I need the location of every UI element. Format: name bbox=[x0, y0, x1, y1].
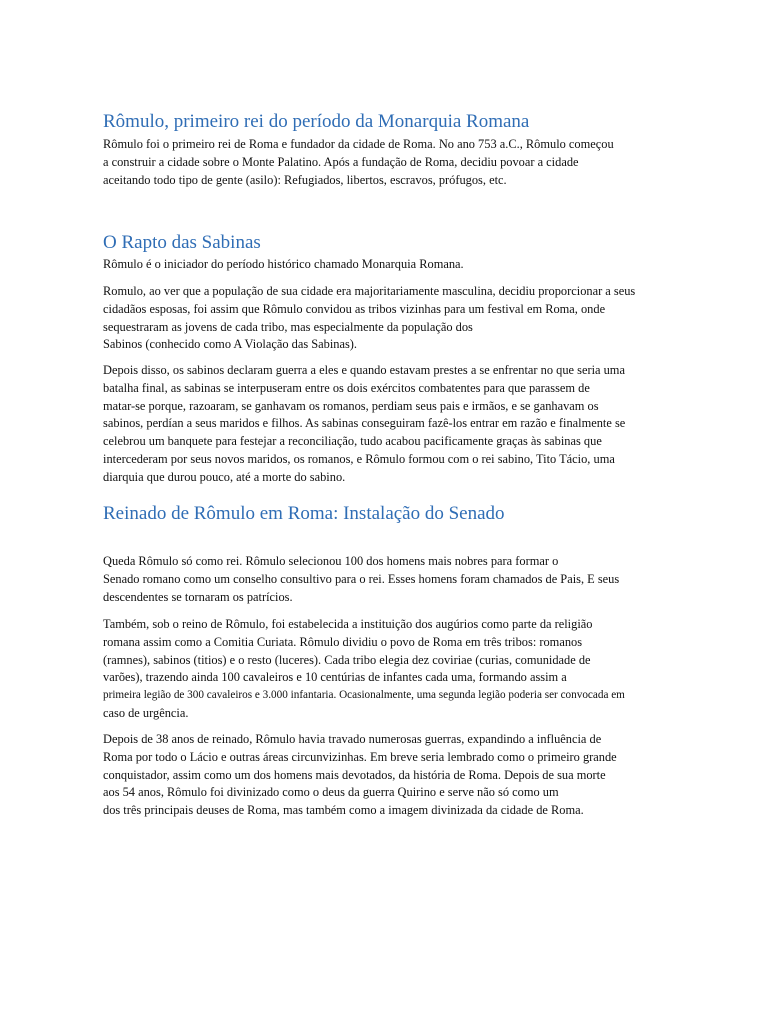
text-line: Roma por todo o Lácio e outras áreas circunvizinhas. Em breve seria lembrado como o primeiro grande bbox=[103, 749, 617, 764]
text-line: dos três principais deuses de Roma, mas também como a imagem divinizada da cidade de Roma. bbox=[103, 803, 584, 818]
text-line: a construir a cidade sobre o Monte Palatino. Após a fundação de Roma, decidiu povoar a cidade bbox=[103, 154, 579, 169]
text-line: diarquia que durou pouco, até a morte do sabino. bbox=[103, 469, 346, 484]
paragraph bbox=[103, 256, 703, 274]
text-line: descendentes se tornaram os patrícios. bbox=[103, 589, 293, 604]
heading-reinado-instalacao-senado: Reinado de Rômulo em Roma: Instalação do Senado bbox=[103, 503, 505, 524]
paragraph bbox=[103, 362, 703, 487]
text-line: varões), trazendo ainda 100 cavaleiros e 10 centúrias de infantes cada uma, formando assim a bbox=[103, 670, 567, 685]
paragraph bbox=[103, 731, 703, 820]
heading-romulo-primeiro-rei: Rômulo, primeiro rei do período da Monarquia Romana bbox=[103, 111, 530, 132]
text-line: aceitando todo tipo de gente (asilo): Refugiados, libertos, escravos, prófugos, etc. bbox=[103, 172, 507, 187]
text-line: caso de urgência. bbox=[103, 705, 189, 720]
text-line: Queda Rômulo só como rei. Rômulo selecionou 100 dos homens mais nobres para formar o bbox=[103, 554, 559, 568]
text-line: matar-se porque, razoaram, se ganhavam os romanos, perdiam seus pais e irmãos, e se ganhavam os bbox=[103, 398, 599, 413]
text-line: Sabinos (conhecido como A Violação das Sabinas). bbox=[103, 337, 358, 352]
text-line: romana assim como a Comitia Curiata. Rômulo dividiu o povo de Roma em três tribos: romanos bbox=[103, 634, 583, 649]
text-line: celebrou um banquete para festejar a reconciliação, tudo acabou pacificamente graças às sabinas que bbox=[103, 434, 602, 449]
text-line: sabinos, perdían a seus maridos e filhos. As sabinas conseguiram fazê-los entrar em razão e finalmente se bbox=[103, 416, 626, 431]
text-line: Rômulo foi o primeiro rei de Roma e fundador da cidade de Roma. No ano 753 a.C., Rômulo começou bbox=[103, 137, 614, 151]
text-line: batalha final, as sabinas se interpuseram entre os dois exércitos combatentes para que parassem de bbox=[103, 380, 590, 395]
text-line: (ramnes), sabinos (titios) e o resto (luceres). Cada tribo elegia dez coviriae (curias, comunidade de bbox=[103, 652, 591, 667]
text-line: Romulo, ao ver que a população de sua cidade era majoritariamente masculina, decidiu proporcionar a seus bbox=[103, 284, 636, 298]
text-line: primeira legião de 300 cavaleiros e 3.000 infantaria. Ocasionalmente, uma segunda legião poderia ser convocada em bbox=[103, 689, 625, 702]
paragraph bbox=[103, 616, 703, 723]
text-line: conquistador, assim como um dos homens mais devotados, da história de Roma. Depois de sua morte bbox=[103, 767, 606, 782]
text-line: Depois de 38 anos de reinado, Rômulo havia travado numerosas guerras, expandindo a influência de bbox=[103, 732, 602, 746]
text-line: Senado romano como um conselho consultivo para o rei. Esses homens foram chamados de Pais, E seus bbox=[103, 571, 620, 586]
text-line: sequestraram as jovens de cada tribo, mas especialmente da população dos bbox=[103, 319, 473, 334]
paragraph bbox=[103, 553, 703, 606]
text-line: aos 54 anos, Rômulo foi divinizado como o deus da guerra Quirino e serve não só como um bbox=[103, 785, 559, 800]
text-line: Também, sob o reino de Rômulo, foi estabelecida a instituição dos augúrios como parte da religião bbox=[103, 617, 593, 631]
paragraph bbox=[103, 136, 703, 189]
heading-rapto-das-sabinas: O Rapto das Sabinas bbox=[103, 232, 261, 253]
text-line: cidadãos esposas, foi assim que Rômulo convidou as tribos vizinhas para um festival em Roma, onde bbox=[103, 301, 606, 316]
text-line: Rômulo é o iniciador do período histórico chamado Monarquia Romana. bbox=[103, 257, 464, 271]
text-line: intercederam por seus novos maridos, os romanos, e Rômulo formou com o rei sabino, Tito Tácio, uma bbox=[103, 451, 615, 466]
paragraph bbox=[103, 283, 703, 354]
text-line: Depois disso, os sabinos declaram guerra a eles e quando estavam prestes a se enfrentar no que seria uma bbox=[103, 363, 625, 377]
